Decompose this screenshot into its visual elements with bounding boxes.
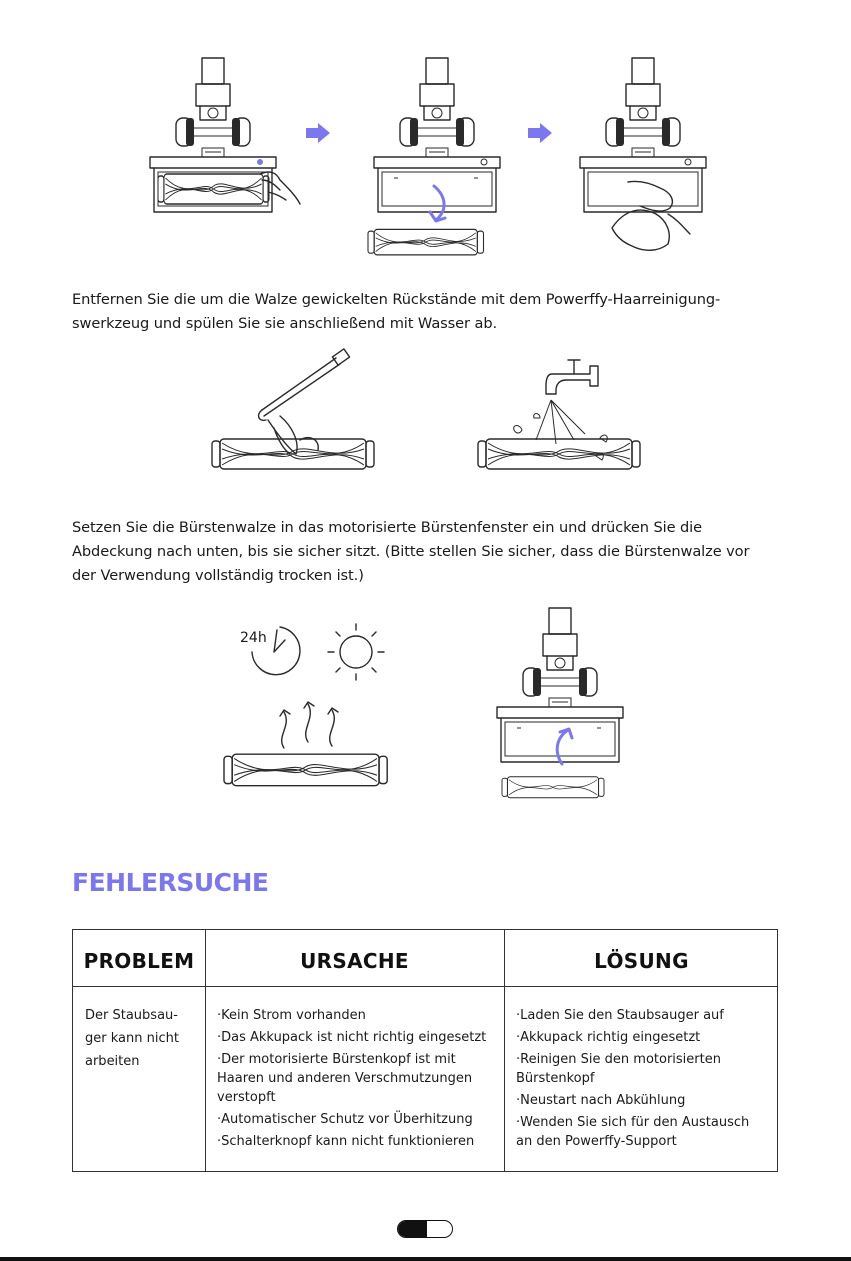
brush-roll-icon xyxy=(224,754,387,786)
cause-item xyxy=(217,1028,486,1047)
brush-head-icon xyxy=(150,58,276,212)
instruction-line: Abdeckung nach unten, bis sie sicher sitzt. (Bitte stellen Sie sicher, dass die Bürstenwalze vor xyxy=(72,543,750,560)
brush-roll-icon xyxy=(368,229,484,255)
solution-line: an den Powerffy-Support xyxy=(516,1134,677,1149)
solution-line: ·Reinigen Sie den motorisierten xyxy=(516,1052,721,1067)
solution-line: Bürstenkopf xyxy=(516,1071,595,1086)
cause-item xyxy=(217,1006,486,1025)
arrow-right-icon xyxy=(306,123,330,143)
brush-roll-icon xyxy=(212,439,374,469)
solution-item xyxy=(516,1028,749,1047)
cause-line: ·Schalterknopf kann nicht funktionieren xyxy=(217,1134,475,1149)
cause-line: ·Der motorisierte Bürstenkopf ist mit xyxy=(217,1052,456,1067)
illustration-dry-insert xyxy=(0,600,851,805)
steam-icon xyxy=(280,702,338,748)
brush-roll-icon xyxy=(478,439,640,469)
header-solution: LÖSUNG xyxy=(594,949,689,973)
page-indicator xyxy=(397,1220,453,1238)
cause-cell xyxy=(217,1006,486,1154)
cloth-wipe-icon xyxy=(612,181,690,250)
bottom-rule xyxy=(0,1257,851,1261)
header-problem: PROBLEM xyxy=(83,949,195,973)
solution-line: ·Neustart nach Abkühlung xyxy=(516,1093,686,1108)
cause-item xyxy=(217,1110,486,1129)
illustration-remove-roll xyxy=(0,0,851,280)
instruction-rinse xyxy=(72,288,782,336)
solution-item xyxy=(516,1091,749,1110)
solution-item xyxy=(516,1050,749,1088)
insert-arrow-icon xyxy=(557,729,572,764)
cause-item xyxy=(217,1050,486,1107)
section-title: FEHLERSUCHE xyxy=(72,868,269,897)
drying-time-label: 24h xyxy=(240,630,267,646)
solution-line: ·Wenden Sie sich für den Austausch xyxy=(516,1115,750,1130)
finger-press-icon xyxy=(260,172,300,204)
cleaning-tool-icon xyxy=(259,349,350,454)
brush-head-icon xyxy=(580,58,706,212)
problem-line: arbeiten xyxy=(85,1054,140,1069)
solution-line: ·Laden Sie den Staubsauger auf xyxy=(516,1008,724,1023)
sun-icon xyxy=(328,624,384,680)
arrow-right-icon xyxy=(528,123,552,143)
instruction-line: swerkzeug und spülen Sie sie anschließend mit Wasser ab. xyxy=(72,315,498,332)
instruction-reinsert xyxy=(72,516,782,588)
instruction-line: Entfernen Sie die um die Walze gewickelten Rückstände mit dem Powerffy-Haarreinigung- xyxy=(72,291,721,308)
cause-line: verstopft xyxy=(217,1090,276,1105)
solution-item xyxy=(516,1113,749,1151)
illustration-clean-roll xyxy=(0,350,851,480)
solution-line: ·Akkupack richtig eingesetzt xyxy=(516,1030,701,1045)
problem-cell xyxy=(85,1004,179,1073)
water-tap-icon xyxy=(514,360,608,460)
header-cause: URSACHE xyxy=(300,949,409,973)
solution-cell xyxy=(516,1006,749,1154)
cause-item xyxy=(217,1132,486,1151)
troubleshooting-table xyxy=(72,929,778,1172)
cause-line: Haaren und anderen Verschmutzungen xyxy=(217,1071,473,1086)
cause-line: ·Das Akkupack ist nicht richtig eingesetzt xyxy=(217,1030,487,1045)
brush-roll-icon xyxy=(502,777,604,798)
remove-arrow-icon xyxy=(430,186,445,221)
instruction-line: der Verwendung vollständig trocken ist.) xyxy=(72,567,364,584)
problem-line: ger kann nicht xyxy=(85,1031,179,1046)
cause-line: ·Automatischer Schutz vor Überhitzung xyxy=(217,1112,473,1127)
instruction-line: Setzen Sie die Bürstenwalze in das motorisierte Bürstenfenster ein und drücken Sie die xyxy=(72,519,703,536)
header-divider xyxy=(73,986,777,987)
cause-line: ·Kein Strom vorhanden xyxy=(217,1008,366,1023)
problem-line: Der Staubsau- xyxy=(85,1008,178,1023)
solution-item xyxy=(516,1006,749,1025)
